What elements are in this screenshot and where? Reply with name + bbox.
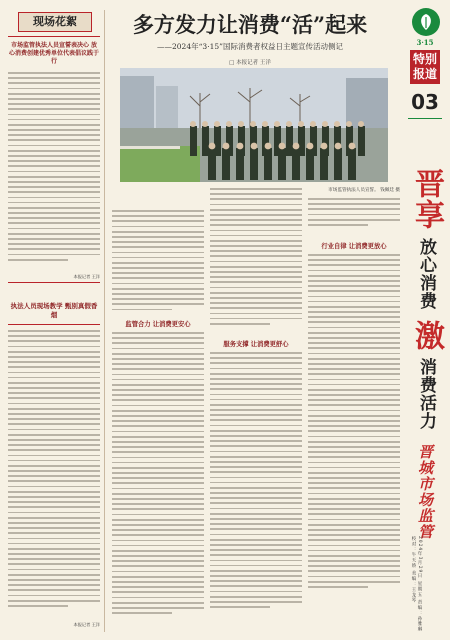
item1-title: 市场监管执法人员宣誓表决心 放心消费创建优秀单位代表倡议践于行 [8,42,99,65]
vertical-title-3: 激 [409,320,444,351]
headline: 多方发力让消费“活”起来 [132,12,368,37]
special-report-label: 特别报道 [410,50,440,84]
logo-text: 3·15 [416,38,434,47]
item1-byline: 本报记者 王洋 [73,274,100,279]
subheading-3: 行业自律 让消费更放心 [321,243,387,250]
vertical-title-2: 放心消费 [416,238,436,310]
item2-body [8,330,100,620]
paper-name: 晋城市场监管 [416,444,434,540]
divider [8,282,100,283]
logo-badge [412,8,440,36]
item2-byline: 本报记者 王洋 [73,622,100,627]
divider [8,36,100,37]
right-strip [404,6,446,634]
divider [8,324,100,325]
subheading-1: 监管合力 让消费更安心 [125,321,191,328]
subheadline: ——2024年“3·15”国际消费者权益日主题宣传活动侧记 [157,42,343,51]
vertical-title-4: 消费活力 [416,358,436,430]
left-column [8,10,100,632]
page-number: 03 [411,90,439,114]
column-separator [104,10,105,632]
article-body [308,198,400,238]
article-body [308,254,400,630]
subheading-2: 服务支撑 让消费更舒心 [223,341,289,348]
article-body [112,210,204,314]
article-body [210,188,302,334]
photo-illustration [120,68,388,182]
divider [408,118,442,119]
article-body [210,352,302,630]
item1-body [8,72,100,270]
leaf-icon [416,12,436,32]
section-title: 现场花絮 [33,15,77,28]
paper-info: 2024年3月29日 星期五 责编：孙雅琳 校对：牛天娇 美编：王龙琴 [411,536,422,633]
byline: □ 本报记者 王洋 [229,60,271,66]
vertical-title-1: 晋享 [409,168,444,230]
center-col-1 [112,210,204,632]
main-photo [120,68,388,182]
item2-title: 执法人员现场教学 甄别真假香烟 [10,302,98,319]
center-col-3 [308,188,400,632]
section-title-box [18,12,92,32]
center-col-2 [210,188,302,632]
article-body [112,332,204,630]
photo-caption: 市场监管执法人员宣誓。 钱佩廷 摄 [328,188,400,193]
